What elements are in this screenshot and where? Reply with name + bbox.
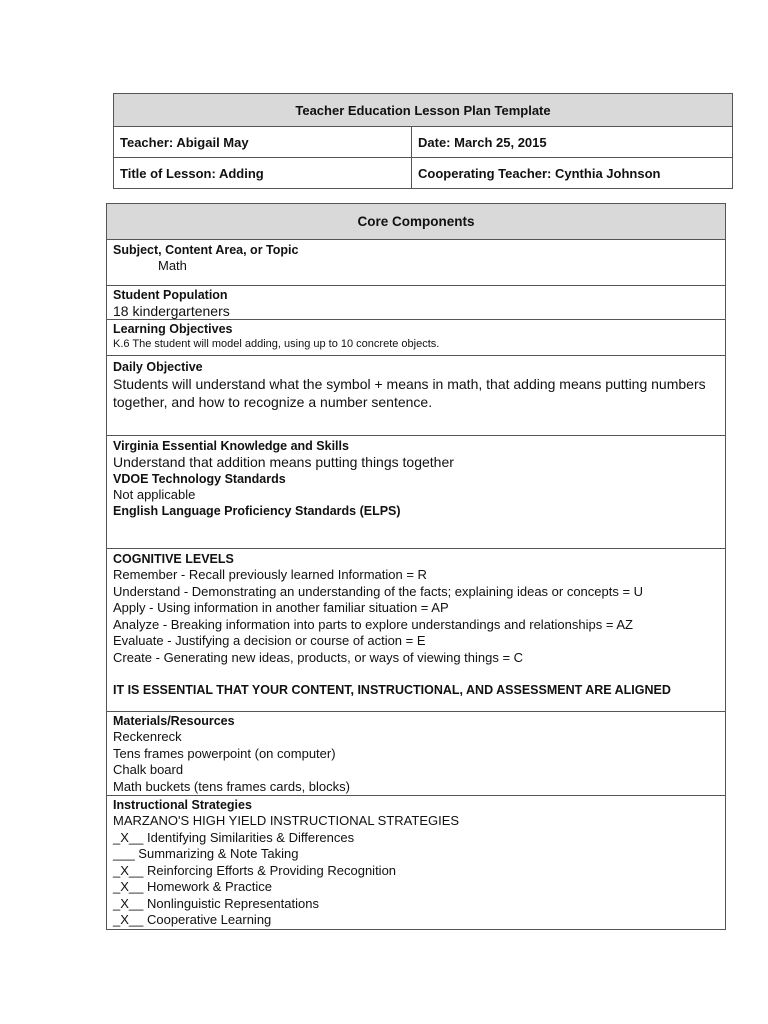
- cognitive-line: Analyze - Breaking information into parts to explore understandings and relationships = AZ: [113, 616, 633, 632]
- strategy-item: _X__ Homework & Practice: [113, 879, 272, 894]
- elps-label: English Language Proficiency Standards (ELPS): [113, 504, 401, 518]
- subject-value: Math: [158, 258, 187, 273]
- material-item: Chalk board: [113, 762, 184, 777]
- population-value: 18 kindergarteners: [113, 303, 230, 319]
- daily-objective-row: [107, 356, 726, 436]
- subject-label: Subject, Content Area, or Topic: [113, 243, 299, 257]
- subject-row: [107, 240, 726, 286]
- objectives-value: K.6 The student will model adding, using up to 10 concrete objects.: [113, 338, 440, 350]
- population-row: [107, 286, 726, 320]
- strategies-heading: MARZANO'S HIGH YIELD INSTRUCTIONAL STRATEGIES: [113, 813, 460, 828]
- lesson-title-cell: Title of Lesson: Adding: [114, 158, 412, 189]
- cognitive-line: Evaluate - Justifying a decision or course of action = E: [113, 633, 426, 648]
- material-item: Tens frames powerpoint (on computer): [113, 745, 336, 761]
- strategies-row: [107, 796, 726, 930]
- cognitive-label: COGNITIVE LEVELS: [113, 552, 234, 566]
- strategy-item: _X__ Cooperative Learning: [113, 912, 272, 927]
- cognitive-line: Apply - Using information in another familiar situation = AP: [113, 600, 449, 615]
- date-cell: Date: March 25, 2015: [412, 127, 733, 158]
- template-title: Teacher Education Lesson Plan Template: [114, 94, 733, 127]
- objectives-label: Learning Objectives: [113, 322, 233, 336]
- cognitive-levels-row: [107, 549, 726, 712]
- core-components-title: Core Components: [107, 204, 726, 240]
- cooperating-teacher-cell: Cooperating Teacher: Cynthia Johnson: [412, 158, 733, 189]
- lesson-plan-header-table: [113, 93, 733, 189]
- vdoe-label: VDOE Technology Standards: [113, 472, 286, 486]
- materials-row: [107, 712, 726, 796]
- daily-objective-label: Daily Objective: [113, 360, 203, 374]
- population-label: Student Population: [113, 288, 228, 302]
- strategy-item: ___ Summarizing & Note Taking: [113, 846, 299, 861]
- standards-row: [107, 436, 726, 549]
- vdoe-value: Not applicable: [113, 487, 196, 502]
- strategy-item: _X__ Identifying Similarities & Differences: [113, 829, 355, 845]
- vesk-label: Virginia Essential Knowledge and Skills: [113, 439, 349, 453]
- material-item: Math buckets (tens frames cards, blocks): [113, 778, 350, 794]
- cognitive-line: Understand - Demonstrating an understanding of the facts; explaining ideas or concepts = U: [113, 583, 644, 599]
- teacher-cell: Teacher: Abigail May: [114, 127, 412, 158]
- cognitive-line: Create - Generating new ideas, products, or ways of viewing things = C: [113, 649, 524, 665]
- core-components-table: [106, 203, 726, 930]
- materials-label: Materials/Resources: [113, 714, 235, 728]
- cognitive-line: Remember - Recall previously learned Information = R: [113, 567, 427, 582]
- daily-objective-value: Students will understand what the symbol + means in math, that adding means putting numbers together, and how to recognize a number sentence.: [113, 376, 706, 410]
- vesk-value: Understand that addition means putting things together: [113, 454, 454, 470]
- strategy-item: _X__ Reinforcing Efforts & Providing Recognition: [113, 862, 397, 878]
- strategy-item: _X__ Nonlinguistic Representations: [113, 895, 319, 911]
- material-item: Reckenreck: [113, 729, 182, 744]
- strategies-label: Instructional Strategies: [113, 798, 252, 812]
- objectives-row: [107, 320, 726, 356]
- alignment-note: IT IS ESSENTIAL THAT YOUR CONTENT, INSTRUCTIONAL, AND ASSESSMENT ARE ALIGNED: [113, 683, 671, 697]
